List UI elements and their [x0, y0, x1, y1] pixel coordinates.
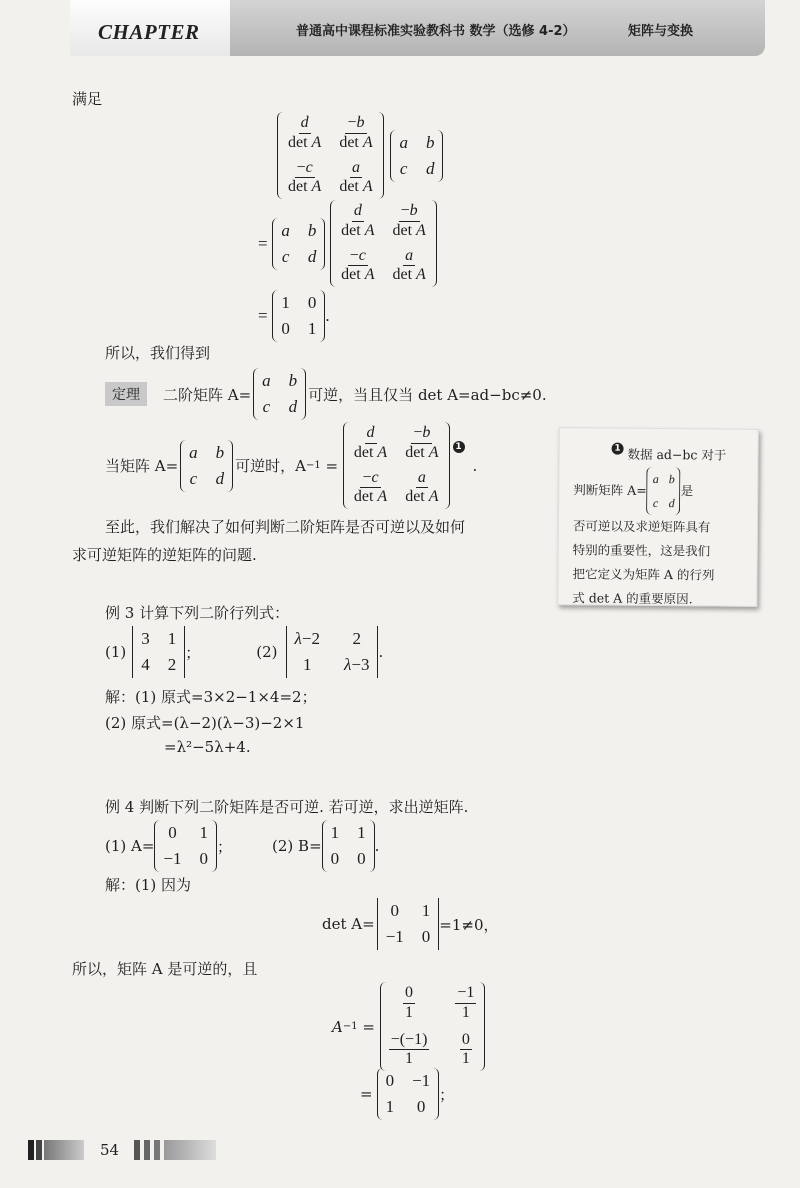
chapter-label: CHAPTER — [98, 20, 200, 44]
paragraph-line-2: 求可逆矩阵的逆矩阵的问题. — [72, 546, 257, 564]
inverse-formula: 当矩阵 A= a b c d 可逆时，A −1 = d det A −b det A −c det A a det A 1 . — [105, 422, 477, 509]
note-line-6: 式 det A 的重要原因. — [572, 590, 693, 607]
footer-bar-dark-2 — [36, 1140, 42, 1160]
solution-3-line-1: 解：(1) 原式=3×2−1×4=2； — [105, 688, 317, 706]
inverse-A-result: = 0 −1 1 0 ； — [360, 1068, 454, 1120]
section-title: 矩阵与变换 — [628, 24, 694, 39]
theorem-label: 定理 — [105, 382, 147, 406]
solution-3-line-3: =λ²−5λ+4. — [164, 738, 251, 756]
note-line-3: 否可逆以及求逆矩阵具有 — [572, 518, 711, 535]
note-line-2: 判断矩阵 A= — [573, 482, 647, 498]
note-line-4: 特别的重要性，这是我们 — [572, 542, 711, 559]
solution-3-line-2: (2) 原式=(λ−2)(λ−3)−2×1 — [105, 714, 305, 732]
book-title: 普通高中课程标准实验教科书 数学（选修 4-2） — [296, 24, 576, 39]
equation-product-1: d det A −b det A −c det A a det A a b c d — [277, 112, 443, 199]
example-4-problems: (1) A= 0 1 −1 0 ； (2) B= 1 1 0 0 . — [105, 820, 379, 872]
solution-4-line-1: 解：(1) 因为 — [105, 876, 192, 894]
text-satisfy: 满足 — [72, 90, 103, 108]
example-3-title: 例 3 计算下列二阶行列式： — [105, 604, 290, 622]
theorem-post: 可逆，当且仅当 det A=ad−bc≠0. — [308, 385, 547, 404]
det-A-equation: det A= 0 1 −1 0 =1≠0， — [322, 898, 499, 950]
note-line-5: 把它定义为矩阵 A 的行列 — [572, 566, 715, 583]
footer-bar-right-3 — [154, 1140, 160, 1160]
solution-4-line-2: 所以，矩阵 A 是可逆的，且 — [72, 960, 258, 978]
equation-product-2: = a b c d d det A −b det A −c det A a det A — [258, 200, 437, 287]
side-note: 1 数据 ad−bc 对于 判断矩阵 A= a b c d 是 否可逆以及求逆矩阵具有 特别的重要性，这是我们 把它定义为矩阵 A 的行列 式 det A 的重要原因. — [557, 427, 759, 607]
when-mid: 可逆时，A — [235, 457, 307, 476]
footnote-marker: 1 — [453, 441, 465, 453]
note-line-1: 数据 ad−bc 对于 — [627, 446, 727, 463]
footer-bar-right-gradient — [164, 1140, 216, 1160]
footer-bar-right-1 — [134, 1140, 140, 1160]
footer-bar-right-2 — [144, 1140, 150, 1160]
equation-identity: = 1 0 0 1 . — [258, 290, 330, 342]
when-pre: 当矩阵 A= — [105, 457, 179, 476]
example-4-title: 例 4 判断下列二阶矩阵是否可逆. 若可逆，求出逆矩阵. — [105, 798, 469, 816]
footer-bar-dark — [28, 1140, 34, 1160]
note-marker: 1 — [612, 443, 624, 455]
example-3-problems: (1) 3 1 4 2 ； (2) λ−2 2 1 λ−3 . — [105, 626, 383, 678]
text-so-we-get: 所以，我们得到 — [105, 344, 211, 362]
paragraph-line-1: 至此，我们解决了如何判断二阶矩阵是否可逆以及如何 — [105, 518, 466, 536]
theorem: 定理 二阶矩阵 A= a b c d 可逆，当且仅当 det A=ad−bc≠0. — [105, 368, 547, 420]
page-number: 54 — [100, 1141, 120, 1159]
inverse-A-equation: A −1 = 0 1 −1 1 −(−1) 1 0 1 — [332, 982, 485, 1071]
theorem-pre: 二阶矩阵 A= — [163, 385, 252, 404]
footer-bar-gradient — [44, 1140, 84, 1160]
